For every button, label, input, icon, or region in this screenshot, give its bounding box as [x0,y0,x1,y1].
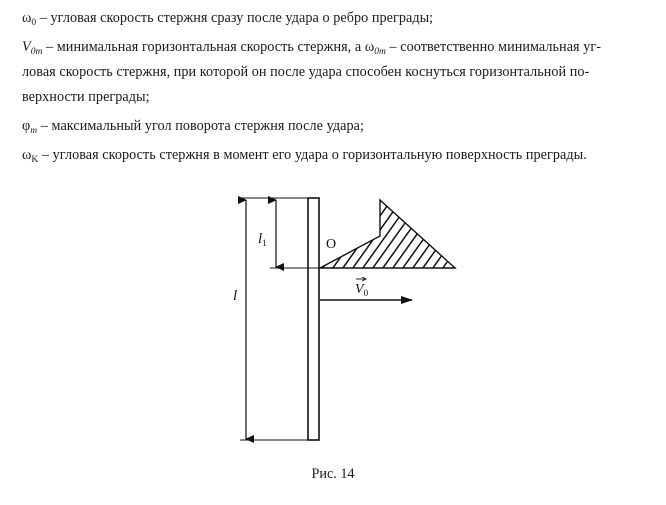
label-o: O [326,237,337,252]
v0m-symbol: V [22,39,31,55]
figure-caption: Рис. 14 [311,466,355,482]
phim-text: – максимальный угол поворота стержня после удара; [37,118,364,134]
v0m-text-a: – минимальная горизонтальная скорость стержня, а [42,39,365,55]
omegaK-symbol: ω [22,147,32,163]
phim-sub: m [30,126,38,136]
omega0m-symbol: ω [364,39,375,55]
v0m-text-b: – соответственно минимальная уг- [385,39,602,55]
obstacle-hatched [290,160,520,300]
omegaK-text: – угловая скорость стержня в момент его удара о горизонтальную поверхность преграды. [38,147,587,163]
definition-v0m-line2: ловая скорость стержня, при которой он после удара способен коснуться горизонтальной по- [22,64,590,80]
label-v0: $V_0$ [355,282,369,298]
label-l: l [233,288,238,304]
omega0-sub: 0 [31,18,37,28]
label-l1: $l_1$ [258,231,267,248]
v0m-sub: 0m [30,47,43,57]
omega0m-sub: 0m [374,47,386,57]
omega0-text: – угловая скорость стержня сразу после удара о ребро преграды; [36,10,434,26]
rod [308,198,319,440]
phim-symbol: φ [22,118,31,134]
omegaK-sub: K [31,155,39,165]
definition-v0m-line3: верхности преграды; [22,89,150,105]
omega0-symbol: ω [22,10,32,26]
